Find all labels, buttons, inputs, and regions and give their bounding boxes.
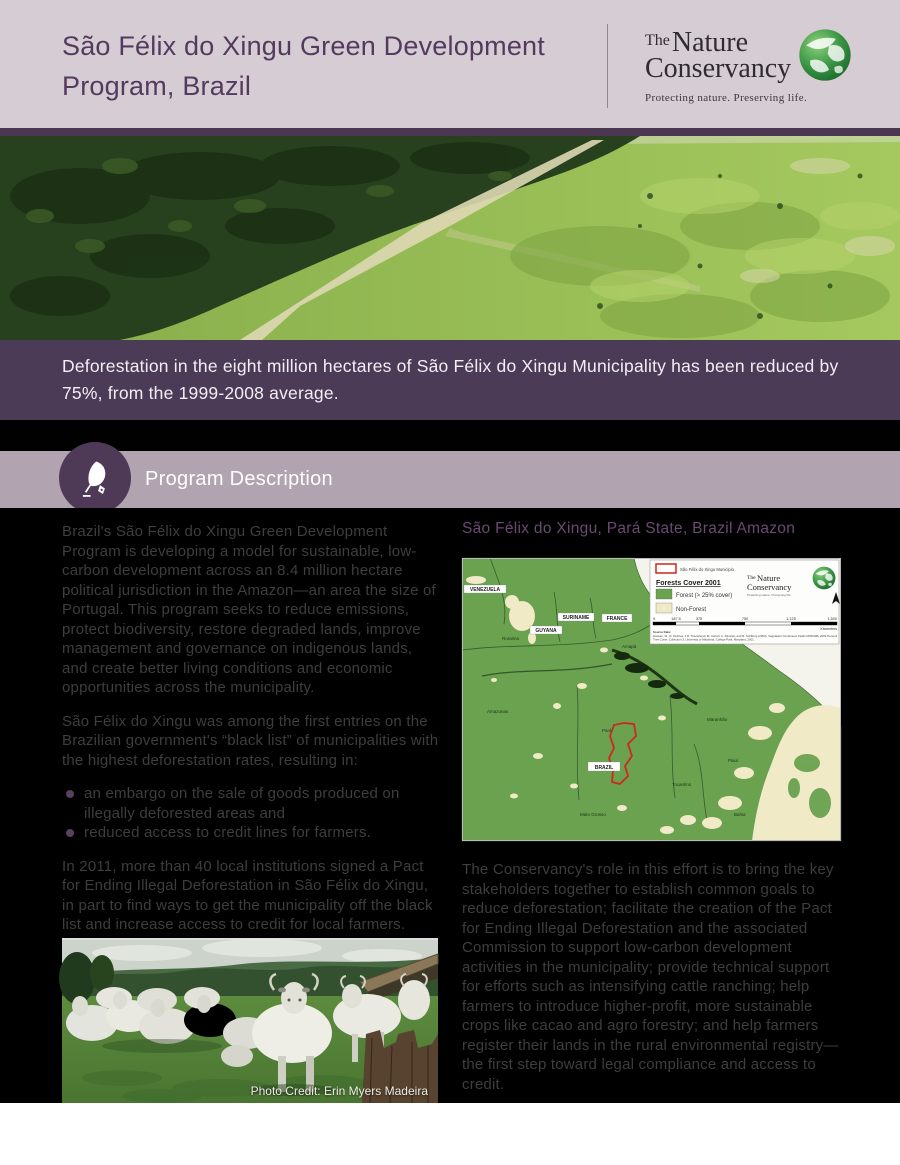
svg-text:Source Data:: Source Data:	[653, 630, 671, 634]
svg-text:187.5: 187.5	[671, 617, 681, 621]
legend-nonforest-label: Non-Forest	[676, 607, 707, 613]
divider-strip	[0, 420, 900, 451]
svg-text:Conservancy: Conservancy	[747, 582, 792, 592]
paragraph: São Félix do Xingu was among the first entries on the Brazilian government's “black list” of municipalities with the highest deforestation rates, resulting in:	[62, 712, 439, 769]
svg-text:Kilometers: Kilometers	[820, 627, 837, 631]
page-title	[62, 26, 602, 106]
paragraph: Brazil's São Félix do Xingu Green Development Program is developing a model for sustainable, low-carbon development across an 8.4 million hectare political jurisdiction in the Amazon—an area the size of Portugal. This program seeks to reduce emissions, protect biodiversity, restore degraded lands, improve management and governance on indigenous lands, and create better living conditions and economic opportunities across the municipality.	[62, 523, 436, 696]
accent-bar	[0, 128, 900, 136]
quill-pen-icon	[59, 442, 131, 514]
svg-text:The: The	[747, 575, 756, 581]
map-label-tocantins: Tocantins	[672, 782, 692, 787]
svg-text:Nature: Nature	[757, 573, 781, 583]
svg-text:SURINAME: SURINAME	[562, 615, 590, 621]
svg-text:750: 750	[741, 617, 749, 621]
page-title-line2: Program, Brazil	[62, 71, 252, 101]
bullet-item: an embargo on the sale of goods produced on illegally deforested areas and	[62, 784, 440, 823]
map-caption: São Félix do Xingu, Pará State, Brazil Amazon	[462, 520, 796, 537]
cattle-photo	[62, 938, 438, 1103]
paragraph: In 2011, more than 40 local institutions signed a Pact for Ending Illegal Deforestation in São Félix do Xingu, in part to find ways to get the municipality off the black list and increase access to credit for local farmers.	[62, 857, 433, 933]
legend-globe-icon	[813, 567, 836, 590]
svg-text:Hansen, M., R. DeFries, J.R. T: Hansen, M., R. DeFries, J.R. Townshend, M. Carroll, C. Dimiceli, and R. Sohlberg (2003), Vegetation Continuous Fields MOD44B, 2001 Percent	[653, 634, 838, 638]
svg-text:0: 0	[653, 617, 656, 621]
forest-cover-map	[462, 558, 841, 841]
logo-conservancy: Conservancy	[645, 53, 792, 84]
section-bar	[0, 451, 900, 508]
map-label-suriname	[558, 613, 594, 621]
svg-text:Tree Cover, Collection 3, Univ: Tree Cover, Collection 3, University of Maryland, College Park, Maryland, 2001.	[653, 637, 755, 642]
deforestation-aerial-photo	[0, 136, 900, 340]
header-divider	[607, 24, 608, 108]
svg-text:BRAZIL: BRAZIL	[594, 765, 614, 771]
section-title: Program Description	[145, 468, 333, 490]
logo-nature: Nature	[671, 27, 749, 58]
legend-forest-label: Forest (> 25% cover)	[676, 593, 733, 599]
globe-icon	[798, 28, 852, 82]
map-label-france	[602, 614, 632, 622]
nature-conservancy-logo	[645, 28, 890, 104]
page-title-line1: São Félix do Xingu Green Development	[62, 31, 545, 61]
map-label-bahia: Bahia	[734, 812, 746, 817]
bullet-list	[62, 784, 440, 843]
paragraph: The Conservancy's role in this effort is to bring the key stakeholders together to establish common goals to reduce deforestation; facilitate the creation of the Pact for Ending Illegal Deforestation and the associated Commission to support low-carbon development activities in the municipality; provide technical support for efforts such as intensifying cattle ranching; help farmers to introduce higher-profit, more sustainable crops like cacao and agro forestry; and help farmers register their lands in the rural environmental registry—the first step toward legal compliance and access to credit.	[462, 861, 839, 1093]
left-column	[62, 522, 440, 949]
svg-text:FRANCE: FRANCE	[606, 616, 628, 622]
map-label-amapa: Amapá	[622, 644, 637, 649]
right-column	[462, 860, 848, 1108]
cattle-photo-credit: Photo Credit: Erin Myers Madeira	[250, 1084, 428, 1098]
page-header	[0, 0, 900, 128]
map-label-amazonas: Amazonas	[487, 709, 509, 714]
svg-text:1,500: 1,500	[827, 617, 837, 621]
map-label-roraima: Roraima	[502, 636, 520, 641]
legend-municipio-label: São Félix do Xingu Municipio	[680, 567, 735, 572]
svg-text:Protecting nature. Preserving: Protecting nature. Preserving life.	[747, 593, 792, 597]
map-label-maranhao: Maranhão	[707, 717, 728, 722]
map-label-piaui: Piauí	[728, 758, 739, 763]
legend-title: Forests Cover 2001	[656, 580, 721, 587]
map-label-mato-grosso: Mato Grosso	[580, 812, 606, 817]
svg-text:GUYANA: GUYANA	[535, 628, 557, 634]
hero-photo	[0, 136, 900, 340]
quill-pen-glyph	[73, 456, 117, 500]
svg-text:375: 375	[695, 617, 703, 621]
map-legend	[650, 560, 840, 644]
quote-text: Deforestation in the eight million hectares of São Félix do Xingu Municipality has been reduced by 75%, from the 1999-2008 average.	[62, 356, 839, 403]
map-label-para: Pará	[602, 728, 612, 733]
logo-the: The	[645, 32, 670, 49]
logo-tagline: Protecting nature. Preserving life.	[645, 92, 808, 104]
map-label-brazil	[588, 762, 620, 771]
svg-text:1,125: 1,125	[786, 617, 796, 621]
body-content	[0, 508, 900, 1103]
quote-bar	[0, 340, 900, 420]
bullet-item: reduced access to credit lines for farmers.	[62, 823, 440, 843]
map-label-guyana	[530, 626, 562, 634]
svg-text:VENEZUELA: VENEZUELA	[469, 587, 501, 593]
map-label-venezuela	[464, 585, 506, 593]
